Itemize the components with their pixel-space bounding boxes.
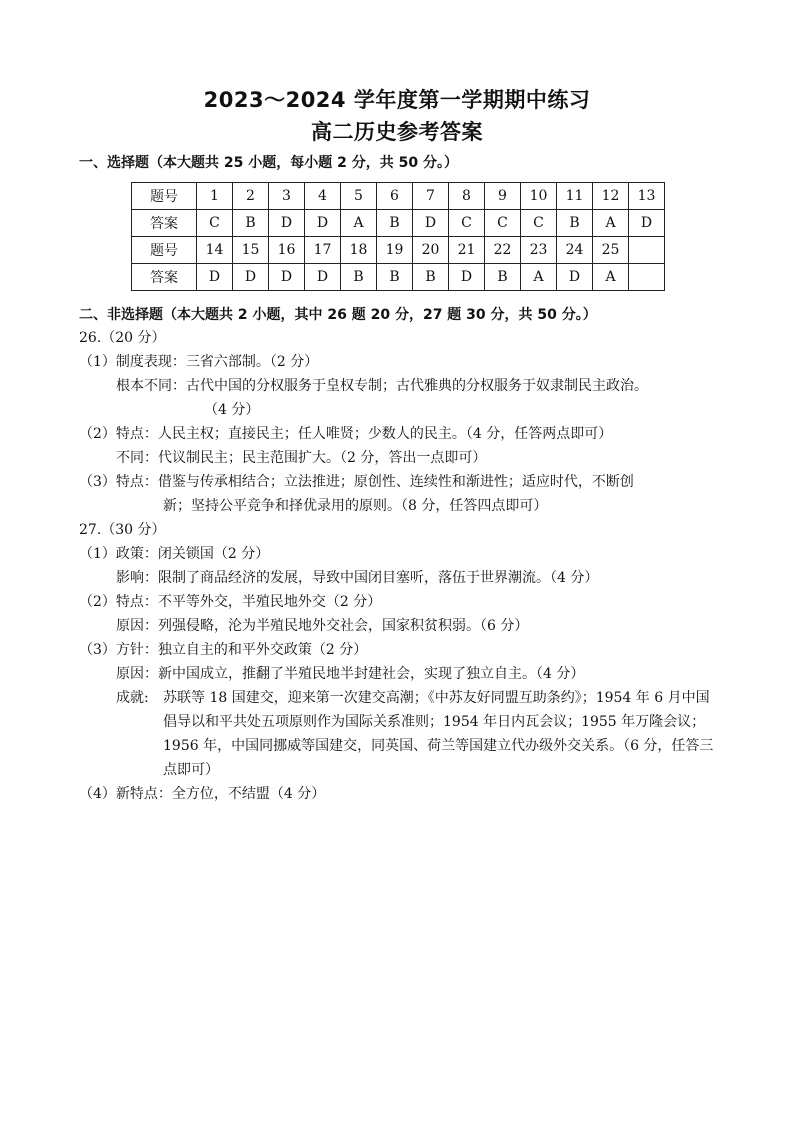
answer-row: [132, 264, 665, 291]
table-cell: 4: [305, 183, 341, 210]
q27-part3-a: （3）方针：独立自主的和平外交政策（2 分）: [79, 642, 368, 658]
table-cell: 13: [629, 183, 665, 210]
question-number-row: [132, 237, 665, 264]
table-cell: 23: [521, 237, 557, 264]
table-cell: 11: [557, 183, 593, 210]
table-cell: 24: [557, 237, 593, 264]
table-cell: D: [269, 210, 305, 237]
table-cell: D: [449, 264, 485, 291]
table-cell: 12: [593, 183, 629, 210]
table-cell: 19: [377, 237, 413, 264]
table-cell: D: [413, 210, 449, 237]
q27-heading: 27.（30 分）: [79, 522, 166, 538]
table-cell: B: [485, 264, 521, 291]
table-cell: 20: [413, 237, 449, 264]
table-cell: 18: [341, 237, 377, 264]
row-label: 题号: [132, 237, 197, 264]
table-cell: B: [557, 210, 593, 237]
q27-part2-b: 原因：列强侵略，沦为半殖民地外交社会，国家积贫积弱。（6 分）: [116, 618, 529, 634]
q27-part4: （4）新特点：全方位，不结盟（4 分）: [79, 786, 326, 802]
question-number-row: [132, 183, 665, 210]
table-cell: D: [269, 264, 305, 291]
table-cell: 8: [449, 183, 485, 210]
table-cell: B: [341, 264, 377, 291]
table-cell: D: [197, 264, 233, 291]
q27-part1-a: （1）政策：闭关锁国（2 分）: [79, 546, 270, 562]
answer-table: [131, 182, 665, 291]
table-cell: 10: [521, 183, 557, 210]
table-cell: [629, 264, 665, 291]
table-cell: 7: [413, 183, 449, 210]
q26-part3-a: （3）特点：借鉴与传承相结合；立法推进；原创性、连续性和渐进性；适应时代，不断创: [79, 474, 634, 490]
table-cell: D: [305, 210, 341, 237]
table-cell: D: [557, 264, 593, 291]
table-cell: 14: [197, 237, 233, 264]
q26-heading: 26.（20 分）: [79, 330, 166, 346]
document-title: 2023～2024 学年度第一学期期中练习: [203, 88, 591, 112]
table-cell: A: [341, 210, 377, 237]
table-cell: 21: [449, 237, 485, 264]
q27-part3-b: 原因：新中国成立，推翻了半殖民地半封建社会，实现了独立自主。（4 分）: [116, 666, 585, 682]
table-cell: 9: [485, 183, 521, 210]
section-choice-heading: 一、选择题（本大题共 25 小题，每小题 2 分，共 50 分。）: [79, 155, 458, 171]
q26-part1-c: （4 分）: [204, 402, 260, 418]
table-cell: 2: [233, 183, 269, 210]
table-cell: C: [521, 210, 557, 237]
q26-part2-a: （2）特点：人民主权；直接民主；任人唯贤；少数人的民主。（4 分，任答两点即可）: [79, 426, 613, 442]
document-subtitle: 高二历史参考答案: [311, 120, 483, 144]
answer-row: [132, 210, 665, 237]
table-cell: D: [629, 210, 665, 237]
row-label: 答案: [132, 264, 197, 291]
table-cell: B: [377, 264, 413, 291]
table-cell: C: [197, 210, 233, 237]
table-cell: [629, 237, 665, 264]
q26-part1-b: 根本不同：古代中国的分权服务于皇权专制；古代雅典的分权服务于奴隶制民主政治。: [116, 378, 648, 394]
table-cell: 6: [377, 183, 413, 210]
table-cell: B: [413, 264, 449, 291]
table-cell: D: [233, 264, 269, 291]
q27-part1-b: 影响：限制了商品经济的发展，导致中国闭目塞听，落伍于世界潮流。（4 分）: [116, 570, 599, 586]
table-cell: D: [305, 264, 341, 291]
table-cell: 15: [233, 237, 269, 264]
table-cell: A: [593, 210, 629, 237]
table-cell: 5: [341, 183, 377, 210]
q27-part3-c-label: 成就:: [116, 690, 149, 706]
table-cell: B: [233, 210, 269, 237]
table-cell: 1: [197, 183, 233, 210]
section-essay-heading: 二、非选择题（本大题共 2 小题，其中 26 题 20 分，27 题 30 分，共 50 分。）: [79, 307, 597, 323]
row-label: 题号: [132, 183, 197, 210]
q27-part2-a: （2）特点：不平等外交，半殖民地外交（2 分）: [79, 594, 382, 610]
q27-part3-c: 苏联等 18 国建交，迎来第一次建交高潮；《中苏友好同盟互助条约》；1954 年 6 月中国倡导以和平共处五项原则作为国际关系准则；1954 年日内瓦会议；1955 年万隆会议；1956 年，中国同挪威等国建交，同英国、荷兰等国建立代办级外交关系。（6 分，任答三点即可）: [163, 690, 714, 778]
table-cell: B: [377, 210, 413, 237]
table-cell: 22: [485, 237, 521, 264]
table-cell: 16: [269, 237, 305, 264]
q26-part2-b: 不同：代议制民主；民主范围扩大。（2 分，答出一点即可）: [116, 450, 487, 466]
table-cell: C: [485, 210, 521, 237]
table-cell: 25: [593, 237, 629, 264]
table-cell: A: [593, 264, 629, 291]
table-cell: A: [521, 264, 557, 291]
table-cell: 3: [269, 183, 305, 210]
q26-part1-a: （1）制度表现：三省六部制。（2 分）: [79, 354, 319, 370]
q26-part3-b: 新；坚持公平竞争和择优录用的原则。（8 分，任答四点即可）: [163, 498, 548, 514]
table-cell: 17: [305, 237, 341, 264]
row-label: 答案: [132, 210, 197, 237]
table-cell: C: [449, 210, 485, 237]
